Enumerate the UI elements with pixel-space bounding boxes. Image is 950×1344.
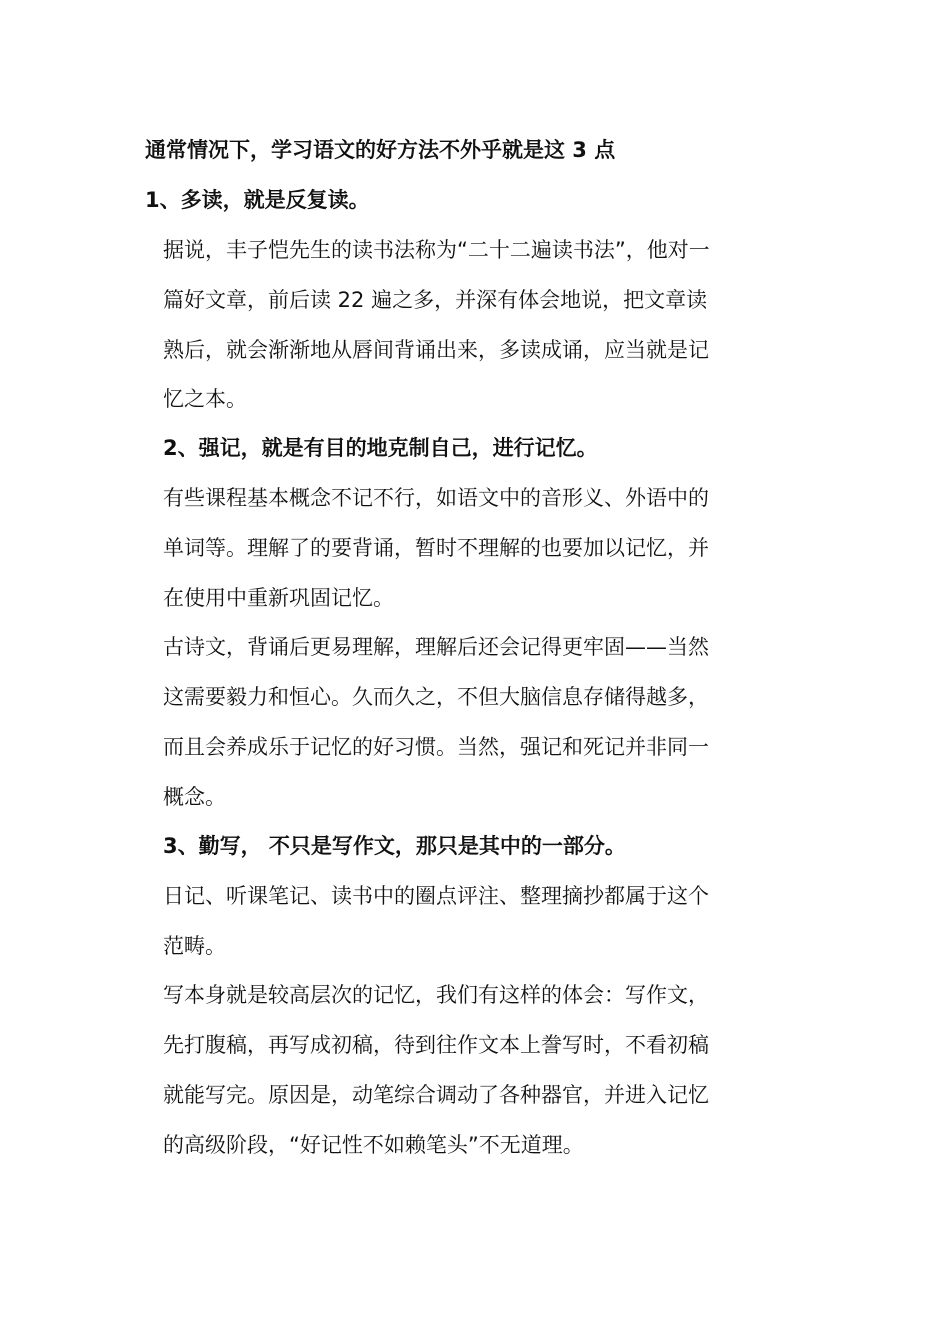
paragraph-line: 写本身就是较高层次的记忆，我们有这样的体会：写作文， bbox=[163, 983, 709, 1007]
paragraph-line: 熟后，就会渐渐地从唇间背诵出来，多读成诵，应当就是记 bbox=[163, 338, 709, 362]
paragraph-line: 范畴。 bbox=[163, 934, 226, 958]
paragraph-line: 的高级阶段，“好记性不如赖笔头”不无道理。 bbox=[163, 1133, 584, 1157]
paragraph-line: 单词等。理解了的要背诵，暂时不理解的也要加以记忆，并 bbox=[163, 536, 709, 560]
section-2-heading: 2、强记，就是有目的地克制自己，进行记忆。 bbox=[163, 436, 598, 460]
paragraph-line: 据说，丰子恺先生的读书法称为“二十二遍读书法”，他对一 bbox=[163, 238, 710, 262]
paragraph-line: 概念。 bbox=[163, 785, 226, 809]
paragraph-line: 有些课程基本概念不记不行，如语文中的音形义、外语中的 bbox=[163, 486, 709, 510]
paragraph-line: 忆之本。 bbox=[163, 387, 247, 411]
section-1-heading: 1、多读，就是反复读。 bbox=[145, 188, 370, 212]
paragraph-line: 先打腹稿，再写成初稿，待到往作文本上誊写时，不看初稿 bbox=[163, 1033, 709, 1057]
paragraph-line: 而且会养成乐于记忆的好习惯。当然，强记和死记并非同一 bbox=[163, 735, 709, 759]
paragraph-line: 古诗文，背诵后更易理解，理解后还会记得更牢固——当然 bbox=[163, 635, 709, 659]
paragraph-line: 这需要毅力和恒心。久而久之，不但大脑信息存储得越多， bbox=[163, 685, 709, 709]
paragraph-line: 日记、听课笔记、读书中的圈点评注、整理摘抄都属于这个 bbox=[163, 884, 709, 908]
paragraph-line: 篇好文章，前后读 22 遍之多，并深有体会地说，把文章读 bbox=[163, 288, 708, 312]
paragraph-line: 就能写完。原因是，动笔综合调动了各种器官，并进入记忆 bbox=[163, 1083, 709, 1107]
document-title: 通常情况下，学习语文的好方法不外乎就是这 3 点 bbox=[145, 138, 616, 162]
paragraph-line: 在使用中重新巩固记忆。 bbox=[163, 586, 394, 610]
section-3-heading: 3、勤写， 不只是写作文，那只是其中的一部分。 bbox=[163, 834, 626, 858]
